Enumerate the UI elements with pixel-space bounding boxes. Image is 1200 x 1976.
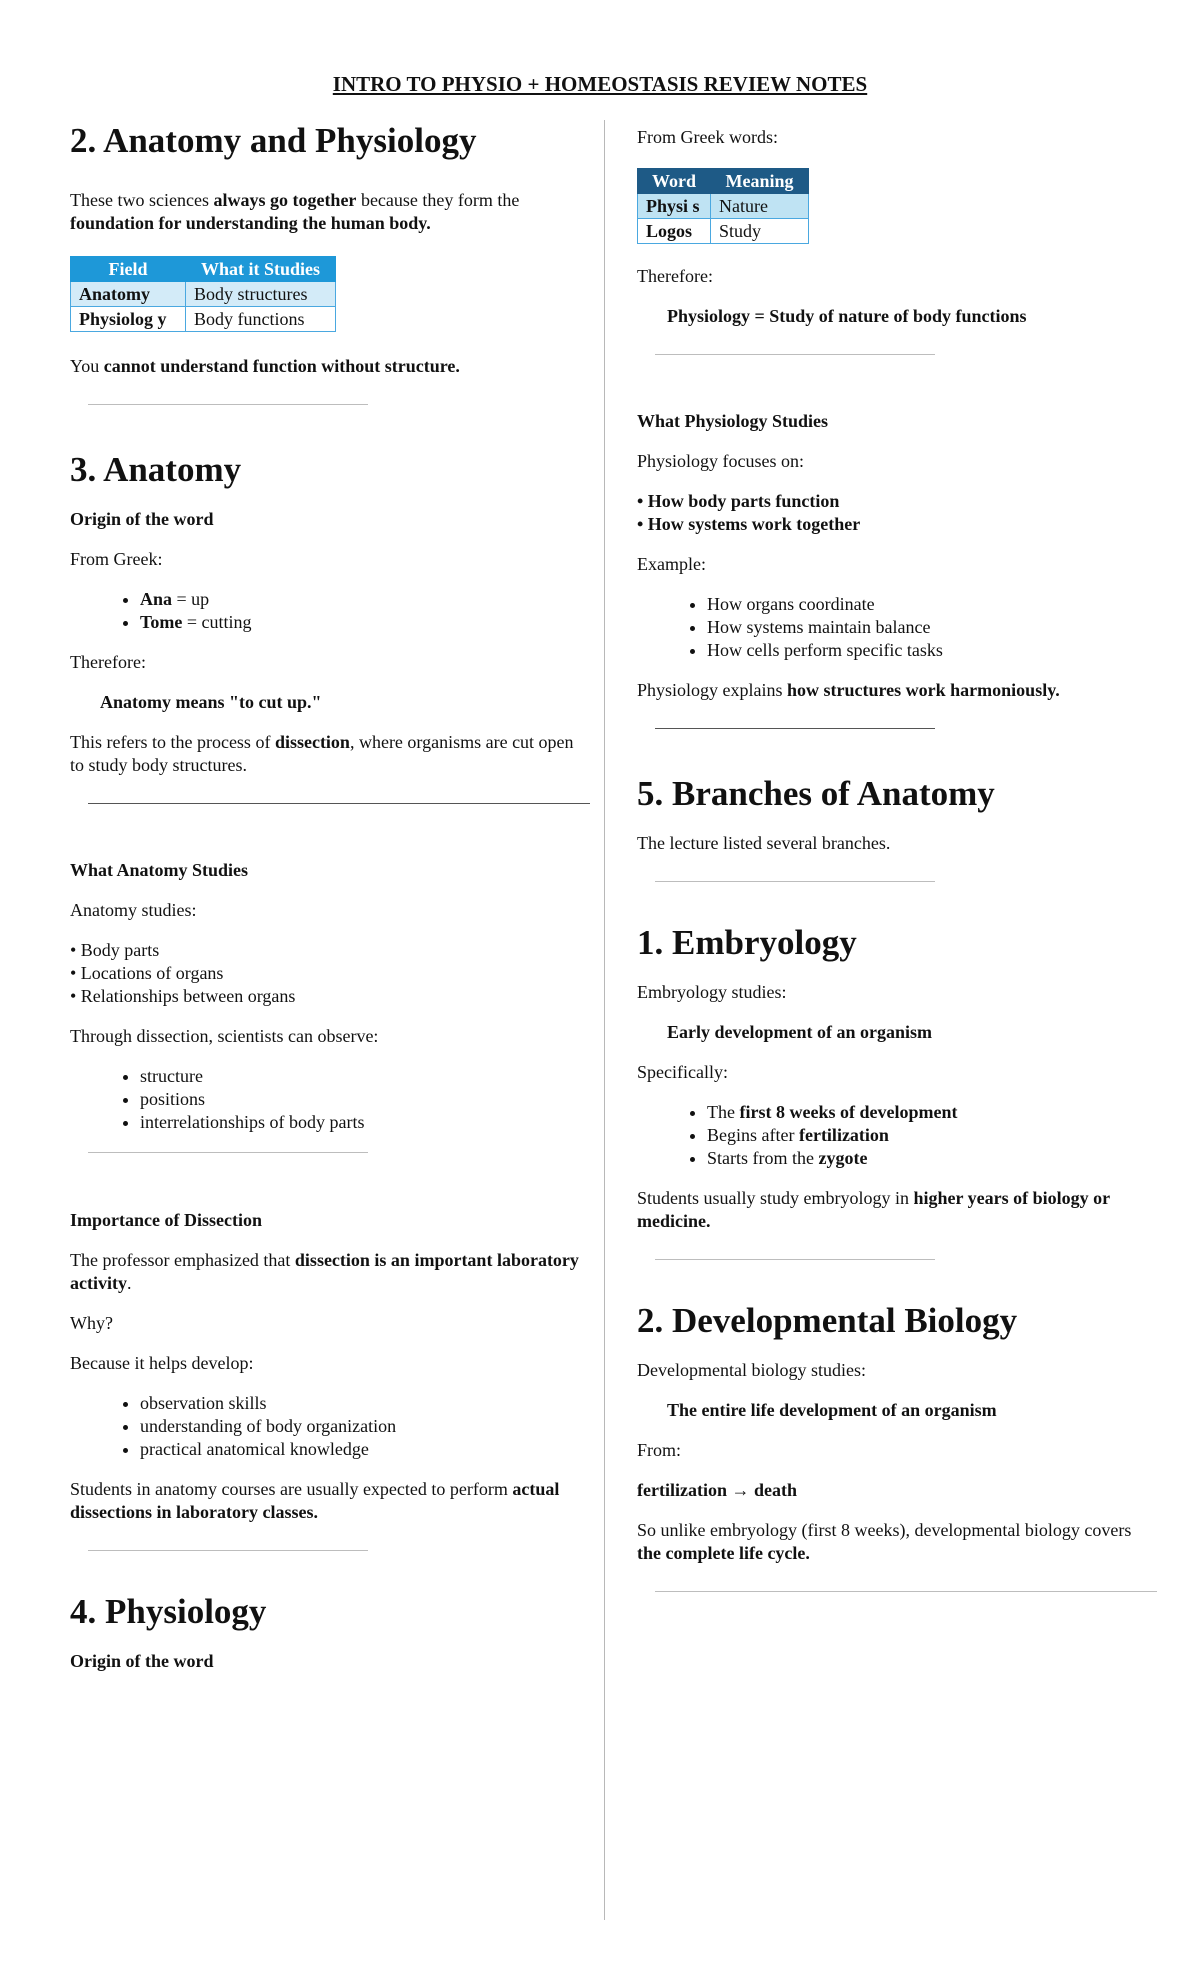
from-greek-words-label: From Greek words:	[637, 127, 778, 147]
section-heading-anatomy-physiology: 2. Anatomy and Physiology	[70, 121, 477, 160]
section-divider	[88, 803, 590, 804]
skills-list	[70, 1392, 590, 1461]
physiology-focus-intro: Physiology focuses on:	[637, 451, 805, 471]
embryology-definition: Early development of an organism	[667, 1022, 932, 1042]
focus-list	[637, 490, 1157, 536]
explains-paragraph: Physiology explains how structures work harmoniously.	[637, 680, 1060, 700]
section-heading-anatomy: 3. Anatomy	[70, 450, 242, 489]
from-label: From:	[637, 1440, 682, 1460]
from-greek-label: From Greek:	[70, 549, 163, 569]
list-item: • Begins after fertilization	[707, 1124, 1157, 1147]
list-item: • understanding of body organization	[140, 1415, 590, 1438]
section-heading-embryology: 1. Embryology	[637, 923, 857, 962]
section-divider	[88, 1152, 368, 1153]
list-item: • practical anatomical knowledge	[140, 1438, 590, 1461]
importance-heading: Importance of Dissection	[70, 1210, 262, 1230]
list-item: • Starts from the zygote	[707, 1147, 1157, 1170]
anatomy-studies-intro: Anatomy studies:	[70, 900, 197, 920]
lifecycle-paragraph: So unlike embryology (first 8 weeks), developmental biology covers the complete life cycle.	[637, 1520, 1132, 1563]
list-item: • Locations of organs	[70, 963, 224, 983]
list-item: • How systems maintain balance	[707, 616, 1157, 639]
list-item: • positions	[140, 1088, 590, 1111]
anatomy-studies-list	[70, 939, 590, 1008]
therefore-label: Therefore:	[637, 266, 713, 286]
structure-note: You cannot understand function without structure.	[70, 356, 460, 376]
table-row: Physi s Nature	[638, 194, 809, 219]
table-header: Meaning	[711, 169, 809, 194]
embryology-intro: Embryology studies:	[637, 982, 787, 1002]
therefore-label: Therefore:	[70, 652, 146, 672]
intro-paragraph: These two sciences always go together because they form the foundation for understanding the human body.	[70, 190, 520, 233]
expectation-paragraph: Students in anatomy courses are usually expected to perform actual dissections in laboratory classes.	[70, 1479, 560, 1522]
anatomy-meaning: Anatomy means "to cut up."	[100, 692, 322, 712]
list-item: • How cells perform specific tasks	[707, 639, 1157, 662]
importance-paragraph: The professor emphasized that dissection is an important laboratory activity.	[70, 1250, 579, 1293]
document-title: INTRO TO PHYSIO + HOMEOSTASIS REVIEW NOTES	[332, 72, 868, 96]
section-heading-branches: 5. Branches of Anatomy	[637, 774, 995, 813]
section-heading-physiology: 4. Physiology	[70, 1592, 267, 1631]
list-item: • How organs coordinate	[707, 593, 1157, 616]
specifically-label: Specifically:	[637, 1062, 728, 1082]
table-row: Anatomy Body structures	[71, 282, 336, 307]
right-column	[637, 120, 1157, 1592]
section-divider	[655, 1259, 935, 1260]
table-row: Logos Study	[638, 219, 809, 244]
observe-intro: Through dissection, scientists can observe:	[70, 1026, 379, 1046]
branches-intro: The lecture listed several branches.	[637, 833, 891, 853]
section-divider	[655, 881, 935, 882]
field-table	[70, 256, 336, 332]
section-divider	[88, 1550, 368, 1551]
section-divider	[655, 1591, 1157, 1592]
table-header: What it Studies	[186, 257, 336, 282]
list-item: • Ana = up	[140, 588, 590, 611]
list-item: • Relationships between organs	[70, 986, 296, 1006]
origin-heading: Origin of the word	[70, 509, 214, 529]
observe-list	[70, 1065, 590, 1134]
list-item: • structure	[140, 1065, 590, 1088]
developmental-definition: The entire life development of an organism	[667, 1400, 997, 1420]
what-anatomy-studies-heading: What Anatomy Studies	[70, 860, 249, 880]
section-heading-developmental-biology: 2. Developmental Biology	[637, 1301, 1018, 1340]
list-item: • How systems work together	[637, 514, 861, 534]
dissection-paragraph: This refers to the process of dissection, where organisms are cut open to study body structures.	[70, 732, 574, 775]
word-parts-list	[70, 588, 590, 634]
list-item: • How body parts function	[637, 491, 840, 511]
table-header: Word	[638, 169, 711, 194]
left-column	[70, 120, 590, 1673]
origin-heading: Origin of the word	[70, 1651, 214, 1671]
greek-word-table	[637, 168, 809, 244]
column-divider	[604, 120, 605, 1920]
developmental-intro: Developmental biology studies:	[637, 1360, 866, 1380]
because-label: Because it helps develop:	[70, 1353, 254, 1373]
physiology-definition: Physiology = Study of nature of body functions	[667, 306, 1027, 326]
example-list	[637, 593, 1157, 662]
section-divider	[655, 354, 935, 355]
embryology-study-paragraph: Students usually study embryology in higher years of biology or medicine.	[637, 1188, 1110, 1231]
what-physiology-studies-heading: What Physiology Studies	[637, 411, 829, 431]
example-label: Example:	[637, 554, 706, 574]
section-divider	[88, 404, 368, 405]
list-item: • observation skills	[140, 1392, 590, 1415]
embryology-list	[637, 1101, 1157, 1170]
table-row: Physiolog y Body functions	[71, 307, 336, 332]
list-item: • Body parts	[70, 940, 160, 960]
life-range: fertilization → death	[637, 1480, 797, 1500]
list-item: • Tome = cutting	[140, 611, 590, 634]
why-label: Why?	[70, 1313, 113, 1333]
section-divider	[655, 728, 935, 729]
list-item: • interrelationships of body parts	[140, 1111, 590, 1134]
table-header: Field	[71, 257, 186, 282]
list-item: • The first 8 weeks of development	[707, 1101, 1157, 1124]
